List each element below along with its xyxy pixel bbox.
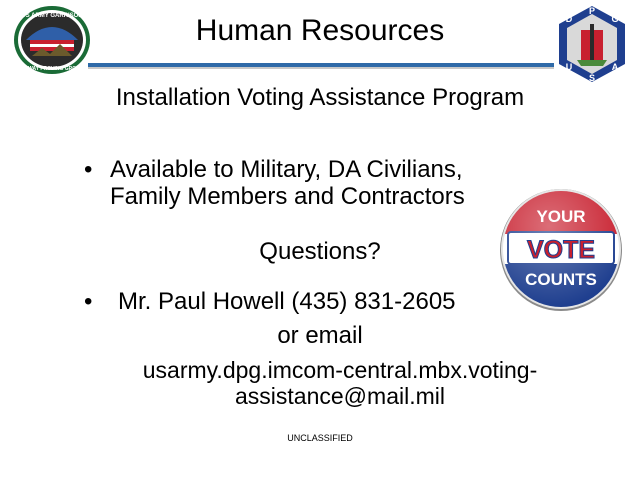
- logo-bottom-text: DUGWAY PROVING GROUND: [16, 66, 88, 72]
- your-vote-counts-badge: [498, 186, 624, 312]
- bullet-item-availability: [84, 156, 465, 210]
- questions-text: Questions?: [259, 238, 381, 265]
- bullet-line-1: Available to Military, DA Civilians,: [110, 156, 463, 183]
- vote-badge-top: YOUR: [536, 207, 586, 226]
- logo-letter-g: G: [611, 14, 619, 24]
- email-address: [80, 357, 600, 409]
- bullet-marker: •: [84, 288, 93, 315]
- grass-icon: [577, 60, 607, 66]
- subtitle: Installation Voting Assistance Program: [115, 84, 525, 111]
- dpg-usa-logo: [557, 4, 627, 84]
- bullet-text: [110, 156, 465, 210]
- logo-letter-a: A: [611, 62, 619, 72]
- title-underline-shadow: [88, 67, 554, 69]
- page-title: Human Resources: [195, 14, 445, 47]
- bullet-line-2: Family Members and Contractors: [110, 183, 465, 210]
- bullet-item-contact: [84, 288, 456, 315]
- logo-letter-u: U: [565, 62, 573, 72]
- classification-label: UNCLASSIFIED: [287, 433, 353, 443]
- logo-letter-s: S: [588, 73, 596, 83]
- or-email-text: or email: [277, 322, 363, 349]
- contact-text: Mr. Paul Howell (435) 831-2605: [118, 288, 456, 315]
- bullet-marker: •: [84, 156, 93, 183]
- logo-letter-d: D: [565, 14, 573, 24]
- logo-letter-p: P: [588, 6, 596, 16]
- logo-top-text: US ARMY GARRISON: [21, 13, 83, 19]
- email-line-1: usarmy.dpg.imcom-central.mbx.voting-: [142, 357, 538, 383]
- vote-badge-middle: VOTE: [526, 236, 596, 264]
- vote-badge-bottom: COUNTS: [525, 270, 597, 289]
- email-line-2: assistance@mail.mil: [235, 383, 445, 409]
